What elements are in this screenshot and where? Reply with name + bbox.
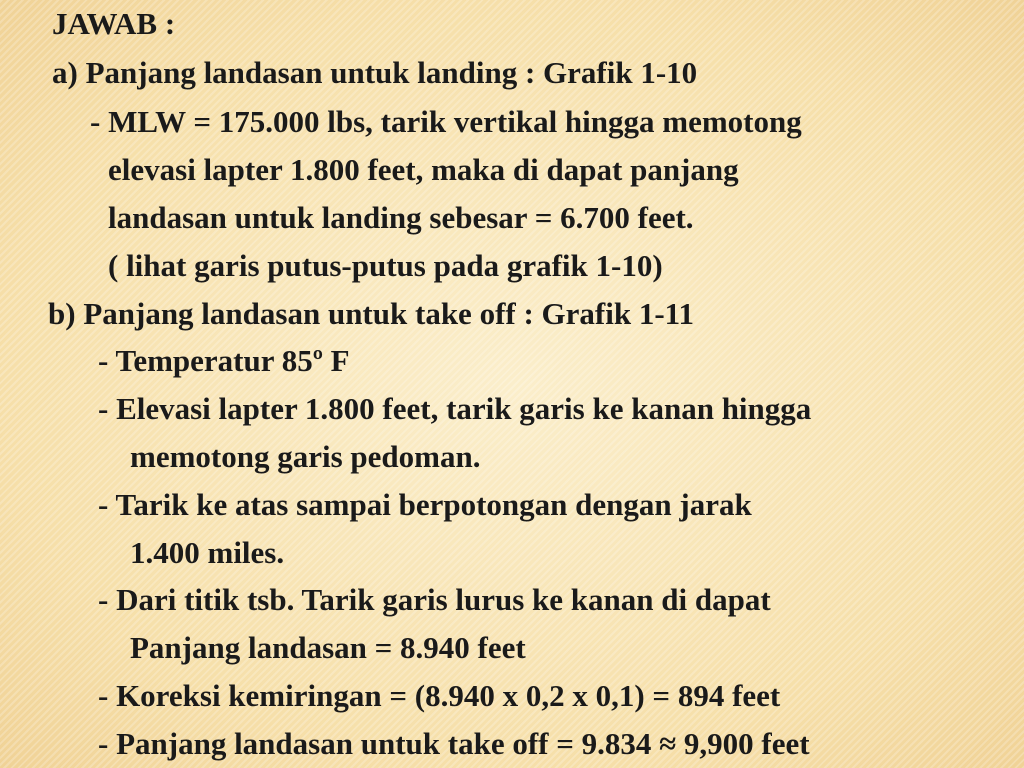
part-b-step-5: - Koreksi kemiringan = (8.940 x 0,2 x 0,1) = 894 feet [98,678,781,713]
part-b-step-2-line-1: - Elevasi lapter 1.800 feet, tarik garis ke kanan hingga [98,391,812,426]
part-a-bullet-line-1: - MLW = 175.000 lbs, tarik vertikal hingga memotong [90,104,802,139]
part-a-bullet-line-2: elevasi lapter 1.800 feet, maka di dapat panjang [108,152,739,187]
part-a-bullet-line-3: landasan untuk landing sebesar = 6.700 feet. [108,200,694,235]
answer-heading: JAWAB : [52,6,176,41]
part-b-step-3-line-2: 1.400 miles. [130,535,285,570]
part-a-note: ( lihat garis putus-putus pada grafik 1-10) [108,248,663,283]
part-b-step-3-line-1: - Tarik ke atas sampai berpotongan dengan jarak [98,487,752,522]
part-b-step-4-line-1: - Dari titik tsb. Tarik garis lurus ke kanan di dapat [98,582,771,617]
part-b-step-2-line-2: memotong garis pedoman. [130,439,481,474]
part-b-step-6: - Panjang landasan untuk take off = 9.834 ≈ 9,900 feet [98,726,810,761]
part-b-title: b) Panjang landasan untuk take off : Grafik 1-11 [48,296,694,331]
part-b-step-4-line-2: Panjang landasan = 8.940 feet [130,630,526,665]
part-a-title: a) Panjang landasan untuk landing : Grafik 1-10 [52,55,698,90]
part-b-step-1: - Temperatur 85º F [98,343,350,378]
